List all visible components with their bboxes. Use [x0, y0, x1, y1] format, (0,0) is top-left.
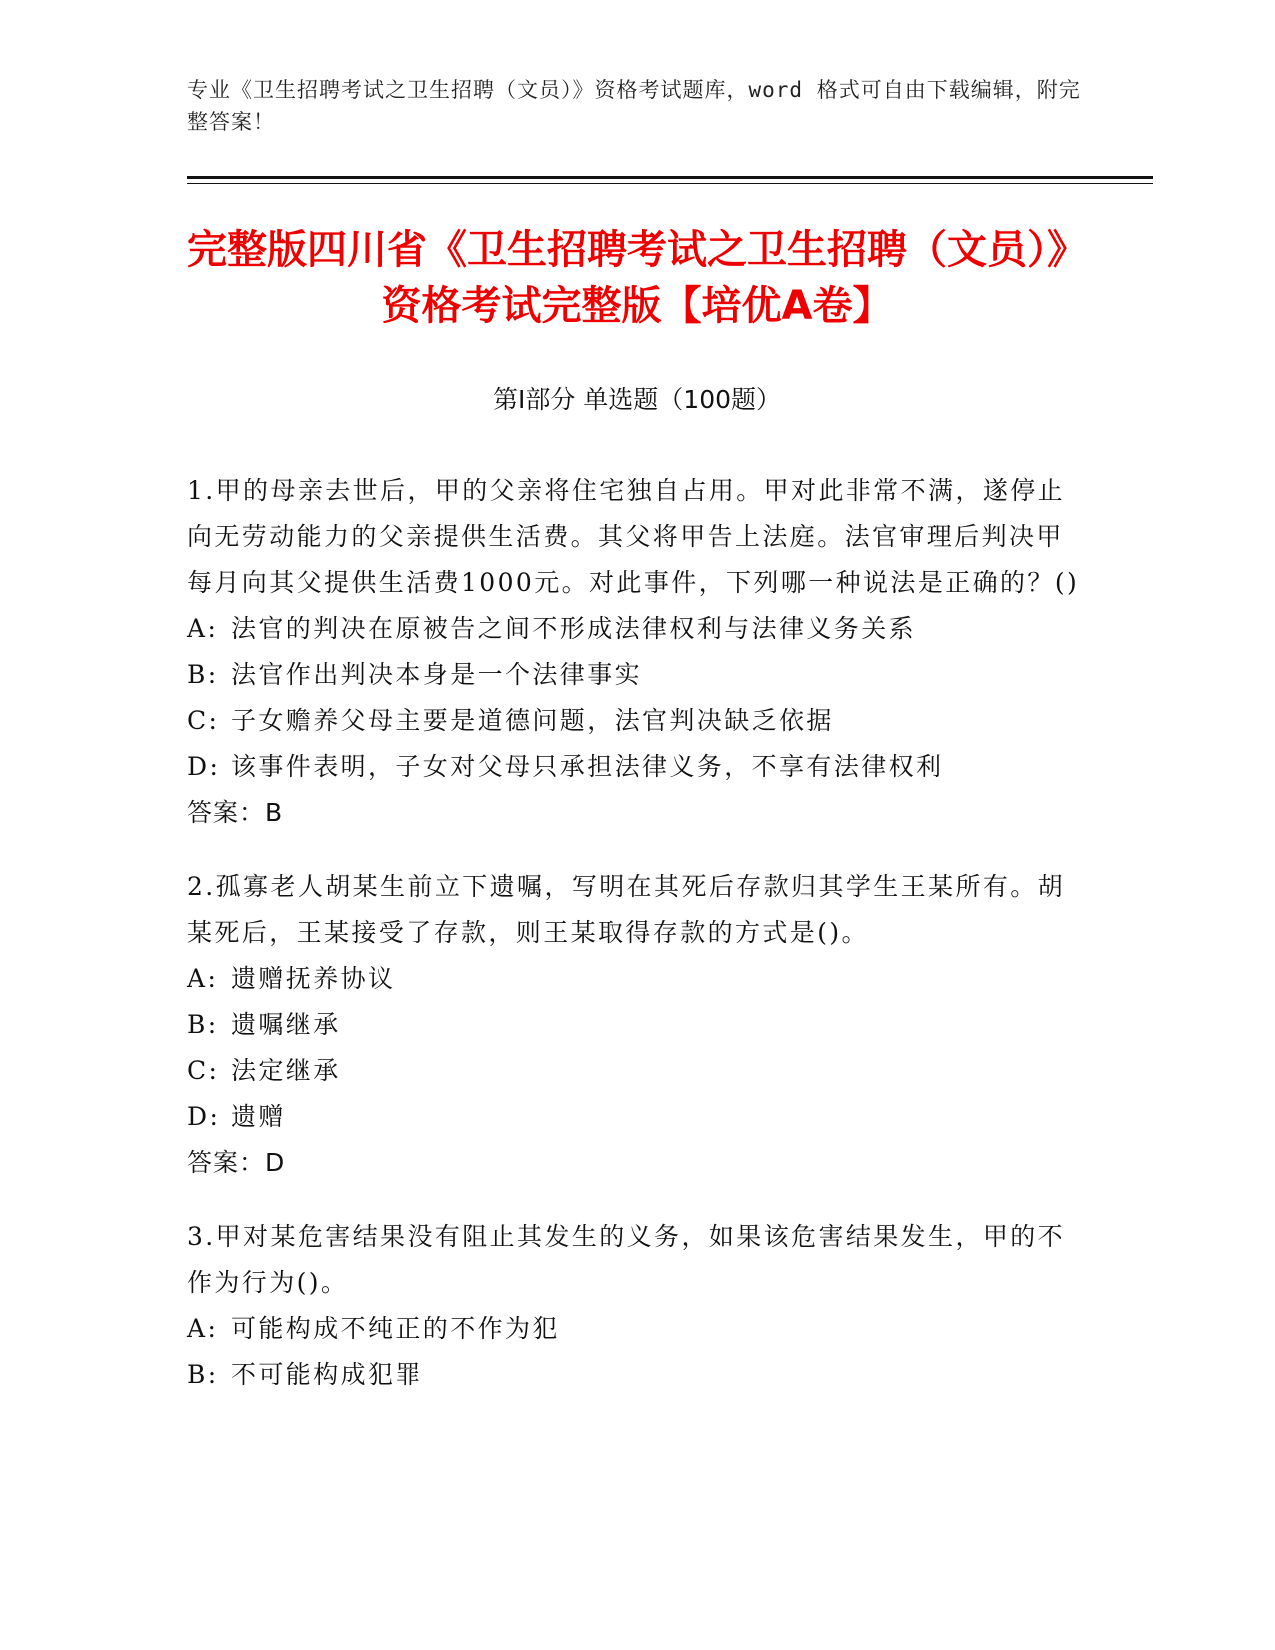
option-label: C:	[187, 1056, 220, 1085]
answer-line: 答案：B	[187, 798, 284, 827]
header-rule-thick	[187, 176, 1153, 179]
option-text: 法定继承	[231, 1056, 341, 1085]
option-c	[187, 1048, 1087, 1094]
header-rule-thin	[187, 183, 1153, 184]
option-b	[187, 1352, 1087, 1398]
option-text: 遗嘱继承	[231, 1010, 341, 1039]
question-item	[187, 1214, 1087, 1398]
option-text: 该事件表明，子女对父母只承担法律义务，不享有法律权利	[231, 752, 944, 781]
option-d	[187, 744, 1087, 790]
option-label: B:	[187, 660, 219, 689]
option-label: C:	[187, 706, 220, 735]
option-b	[187, 1002, 1087, 1048]
question-text: 3.甲对某危害结果没有阻止其发生的义务，如果该危害结果发生，甲的不作为行为()。	[187, 1222, 1066, 1297]
question-text: 2.孤寡老人胡某生前立下遗嘱，写明在其死后存款归其学生王某所有。胡某死后，王某接受了存款，则王某取得存款的方式是()。	[187, 872, 1066, 947]
option-text: 法官的判决在原被告之间不形成法律权利与法律义务关系	[231, 614, 917, 643]
option-text: 遗赠抚养协议	[231, 964, 396, 993]
option-a	[187, 956, 1087, 1002]
option-label: D:	[187, 752, 221, 781]
option-text: 法官作出判决本身是一个法律事实	[231, 660, 643, 689]
option-label: D:	[187, 1102, 221, 1131]
option-b	[187, 652, 1087, 698]
option-label: B:	[187, 1360, 219, 1389]
option-label: A:	[187, 1314, 219, 1343]
section-title: 第Ⅰ部分 单选题（100题）	[492, 385, 782, 414]
option-label: A:	[187, 964, 219, 993]
option-c	[187, 698, 1087, 744]
question-text: 1.甲的母亲去世后，甲的父亲将住宅独自占用。甲对此非常不满，遂停止向无劳动能力的父亲提供生活费。其父将甲告上法庭。法官审理后判决甲每月向其父提供生活费1000元。对此事件，下列哪一种说法是正确的？()	[187, 476, 1080, 597]
question-item	[187, 468, 1087, 836]
option-d	[187, 1094, 1087, 1140]
option-label: B:	[187, 1010, 219, 1039]
document-title: 完整版四川省《卫生招聘考试之卫生招聘（文员）》资格考试完整版【培优A卷】	[187, 227, 1087, 329]
question-list	[187, 468, 1087, 1426]
option-text: 可能构成不纯正的不作为犯	[231, 1314, 560, 1343]
header-note: 专业《卫生招聘考试之卫生招聘（文员）》资格考试题库，word 格式可自由下载编辑，附完整答案！	[187, 78, 1081, 134]
option-a	[187, 1306, 1087, 1352]
option-label: A:	[187, 614, 219, 643]
option-text: 子女赡养父母主要是道德问题，法官判决缺乏依据	[231, 706, 834, 735]
option-text: 不可能构成犯罪	[231, 1360, 423, 1389]
answer-line: 答案：D	[187, 1148, 286, 1177]
question-item	[187, 864, 1087, 1186]
option-text: 遗赠	[231, 1102, 286, 1131]
option-a	[187, 606, 1087, 652]
